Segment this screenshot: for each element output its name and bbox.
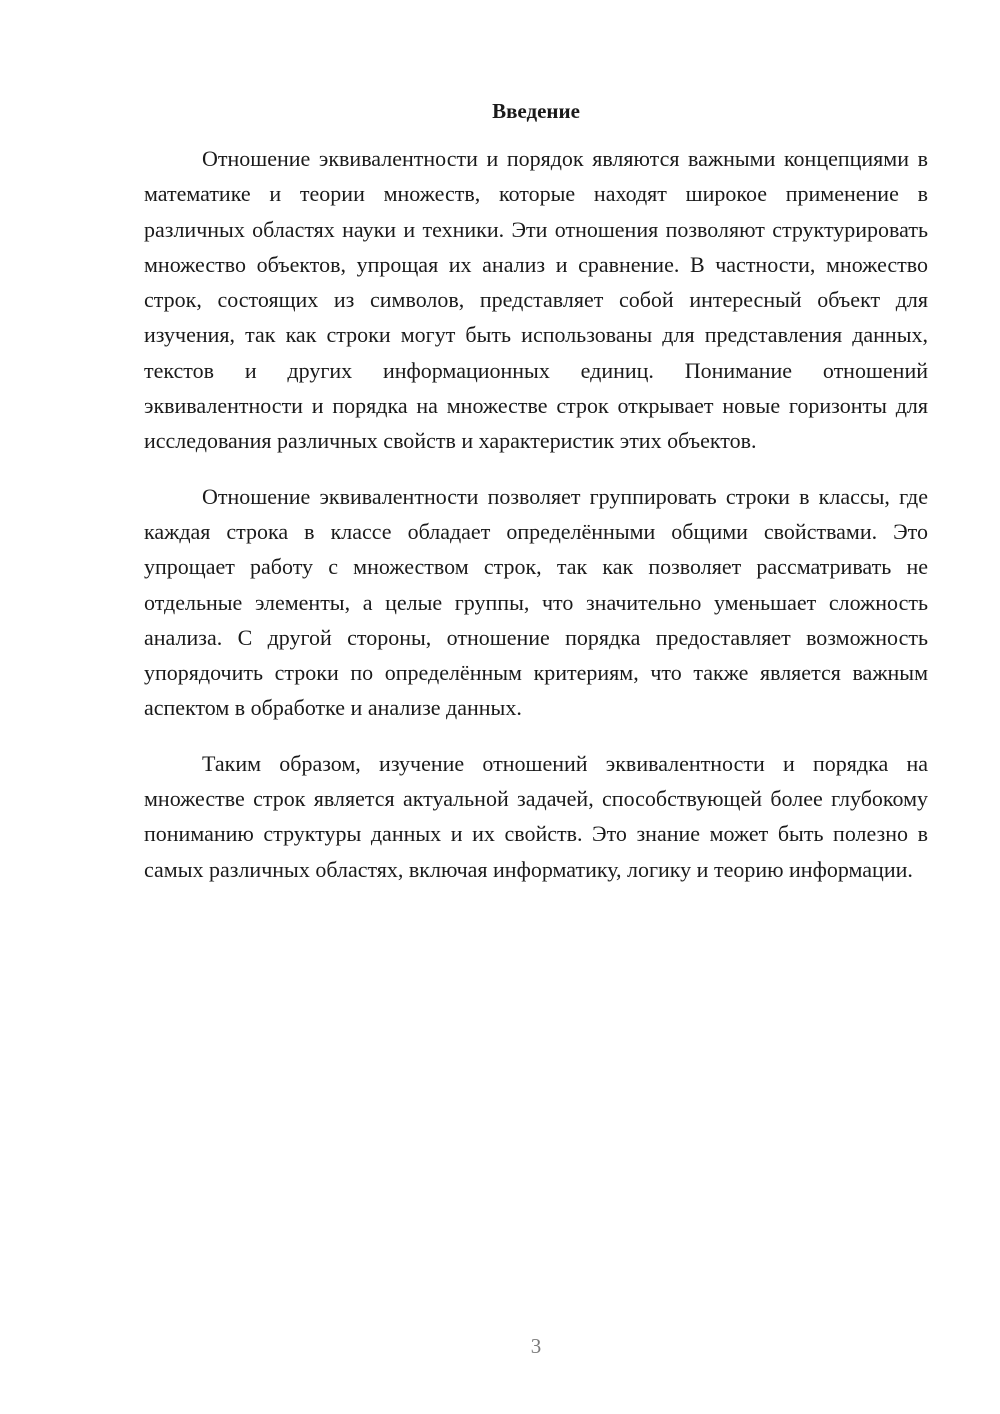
paragraph-1: Отношение эквивалентности и порядок являются важными концепциями в математике и теории множеств, которые находят широкое применение в различных областях науки и техники. Эти отношения позволяют структурировать множество объектов, упрощая их анализ и сравнение. В частности, множество строк, состоящих из символов, представляет собой интересный объект для изучения, так как строки могут быть использованы для представления данных, текстов и других информационных единиц. Понимание отношений эквивалентности и порядка на множестве строк открывает новые горизонты для исследования различных свойств и характеристик этих объектов. <box>144 146 928 454</box>
section-heading: Введение <box>492 99 580 123</box>
page-number: 3 <box>530 1334 542 1358</box>
paragraph-3: Таким образом, изучение отношений эквивалентности и порядка на множестве строк является актуальной задачей, способствующей более глубокому пониманию структуры данных и их свойств. Это знание может быть полезно в самых различных областях, включая информатику, логику и теорию информации. <box>144 750 928 882</box>
paragraph-2: Отношение эквивалентности позволяет группировать строки в классы, где каждая строка в классе обладает определёнными общими свойствами. Это упрощает работу с множеством строк, так как позволяет рассматривать не отдельные элементы, а целые группы, что значительно уменьшает сложность анализа. С другой стороны, отношение порядка предоставляет возможность упорядочить строки по определённым критериям, что также является важным аспектом в обработке и анализе данных. <box>144 483 928 721</box>
page-content <box>144 94 928 887</box>
